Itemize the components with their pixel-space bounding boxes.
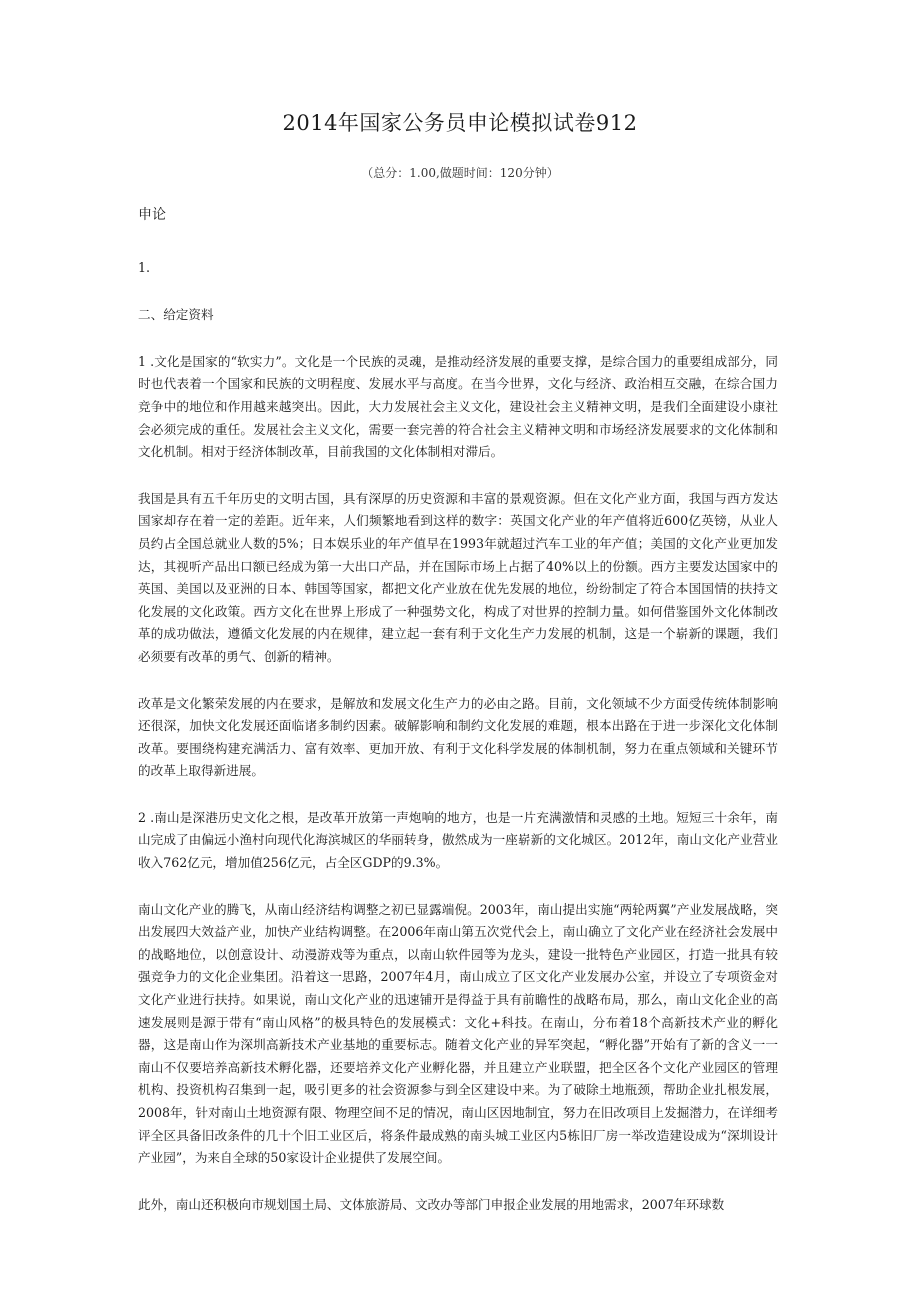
document-body (138, 204, 778, 1216)
document-title: 2014年国家公务员申论模拟试卷912 (282, 111, 638, 135)
paragraph: 2 .南山是深港历史文化之根，是改革开放第一声炮响的地方，也是一片充满激情和灵感的土地。短短三十余年，南山完成了由偏远小渔村向现代化海滨城区的华丽转身，傲然成为一座崭新的文化城区。2012年，南山文化产业营业收入762亿元，增加值256亿元，占全区GDP的9.3%。 (138, 809, 778, 871)
section-label: 申论 (138, 207, 166, 223)
paragraph: 我国是具有五千年历史的文明古国，具有深厚的历史资源和丰富的景观资源。但在文化产业方面，我国与西方发达国家却存在着一定的差距。近年来，人们频繁地看到这样的数字：英国文化产业的年产值将近600亿英镑，从业人员约占全国总就业人数的5%；日本娱乐业的年产值早在1993年就超过汽车工业的年产值；美国的文化产业更加发达，其视听产品出口额已经成为第一大出口产品，并在国际市场上占据了40%以上的份额。西方主要发达国家中的英国、美国以及亚洲的日本、韩国等国家，都把文化产业放在优先发展的地位，纷纷制定了符合本国国情的扶持文化发展的文化政策。西方文化在世界上形成了一种强势文化，构成了对世界的控制力量。如何借鉴国外文化体制改革的成功做法，遵循文化发展的内在规律，建立起一套有利于文化生产力发展的机制，这是一个崭新的课题，我们必须要有改革的勇气、创新的精神。 (138, 490, 778, 664)
paragraph: 1 .文化是国家的“软实力”。文化是一个民族的灵魂，是推动经济发展的重要支撑，是综合国力的重要组成部分，同时也代表着一个国家和民族的文明程度、发展水平与高度。在当今世界，文化与经济、政治相互交融，在综合国力竞争中的地位和作用越来越突出。因此，大力发展社会主义文化，建设社会主义精神文明，是我们全面建设小康社会必须完成的重任。发展社会主义文化，需要一套完善的符合社会主义精神文明和市场经济发展要求的文化体制和文化机制。相对于经济体制改革，目前我国的文化体制相对滞后。 (138, 353, 778, 460)
paragraph: 改革是文化繁荣发展的内在要求，是解放和发展文化生产力的必由之路。目前，文化领域不少方面受传统体制影响还很深，加快文化发展还面临诸多制约因素。破解影响和制约文化发展的难题，根本出路在于进一步深化文化体制改革。要围绕构建充满活力、富有效率、更加开放、有利于文化科学发展的体制机制，努力在重点领域和关键环节的改革上取得新进展。 (138, 695, 778, 779)
materials-heading: 二、给定资料 (138, 307, 214, 323)
exam-meta: （总分：1.00,做题时间：120分钟） (361, 166, 559, 180)
paragraph: 南山文化产业的腾飞，从南山经济结构调整之初已显露端倪。2003年，南山提出实施“两轮两翼”产业发展战略，突出发展四大效益产业，加快产业结构调整。在2006年南山第五次党代会上，南山确立了文化产业在经济社会发展中的战略地位，以创意设计、动漫游戏等为重点，以南山软件园等为龙头，建设一批特色产业园区，打造一批具有较强竞争力的文化企业集团。沿着这一思路，2007年4月，南山成立了区文化产业发展办公室，并设立了专项资金对文化产业进行扶持。如果说，南山文化产业的迅速铺开是得益于具有前瞻性的战略布局，那么，南山文化企业的高速发展则是源于带有“南山风格”的极具特色的发展模式：文化+科技。在南山，分布着18个高新技术产业的孵化器，这是南山作为深圳高新技术产业基地的重要标志。随着文化产业的异军突起，“孵化器”开始有了新的含义一一南山不仅要培养高新技术孵化器，还要培养文化产业孵化器，并且建立产业联盟，把全区各个文化产业园区的管理机构、投资机构召集到一起，吸引更多的社会资源参与到全区建设中来。为了破除土地瓶颈，帮助企业扎根发展，2008年，针对南山土地资源有限、物理空间不足的情况，南山区因地制宜，努力在旧改项目上发掘潜力，在详细考评全区具备旧改条件的几十个旧工业区后，将条件最成熟的南头城工业区内5栋旧厂房一举改造建设成为“深圳设计产业园”，为来自全球的50家设计企业提供了发展空间。 (138, 901, 778, 1166)
question-number: 1. (138, 259, 151, 275)
paragraph: 此外，南山还积极向市规划国土局、文体旅游局、文改办等部门申报企业发展的用地需求，2007年环球数 (138, 1196, 725, 1212)
